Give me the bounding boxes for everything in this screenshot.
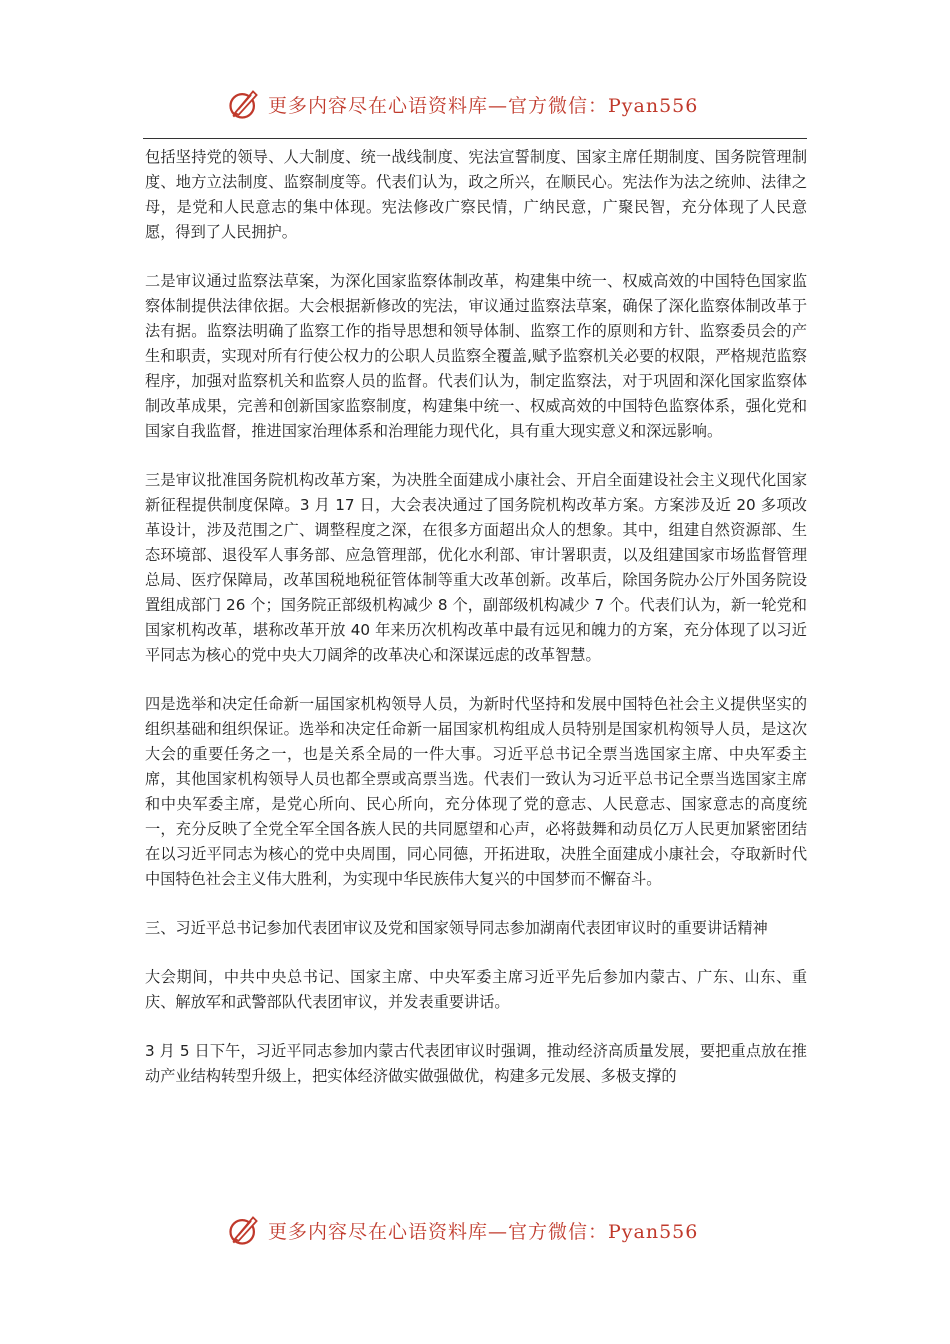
footer-banner-text: 更多内容尽在心语资料库—官方微信：Pyan556 (268, 1220, 699, 1243)
section-heading: 三、习近平总书记参加代表团审议及党和国家领导同志参加湖南代表团审议时的重要讲话精神 (145, 919, 768, 937)
paragraph: 二是审议通过监察法草案，为深化国家监察体制改革，构建集中统一、权威高效的中国特色国家监察体制提供法律依据。大会根据新修改的宪法，审议通过监察法草案，确保了深化监察体制改革于法有据。监察法明确了监察工作的指导思想和领导体制、监察工作的原则和方针、监察委员会的产生和职责，实现对所有行使公权力的公职人员监察全覆盖,赋予监察机关必要的权限，严格规范监察程序，加强对监察机关和监察人员的监督。代表们认为，制定监察法，对于巩固和深化国家监察体制改革成果，完善和创新国家监察制度，构建集中统一、权威高效的中国特色监察体系，强化党和国家自我监督，推进国家治理体系和治理能力现代化，具有重大现实意义和深远影响。 (145, 272, 807, 440)
quill-pen-icon (226, 1212, 262, 1248)
header-banner-text: 更多内容尽在心语资料库—官方微信：Pyan556 (268, 94, 699, 117)
header-divider (143, 138, 807, 139)
header-banner (0, 84, 950, 124)
paragraph: 大会期间，中共中央总书记、国家主席、中央军委主席习近平先后参加内蒙古、广东、山东、重庆、解放军和武警部队代表团审议，并发表重要讲话。 (145, 968, 807, 1011)
paragraph: 包括坚持党的领导、人大制度、统一战线制度、宪法宣誓制度、国家主席任期制度、国务院管理制度、地方立法制度、监察制度等。代表们认为，政之所兴，在顺民心。宪法作为法之统帅、法律之母，是党和人民意志的集中体现。宪法修改广察民情，广纳民意，广聚民智，充分体现了人民意愿，得到了人民拥护。 (145, 148, 807, 241)
paragraph: 四是选举和决定任命新一届国家机构领导人员，为新时代坚持和发展中国特色社会主义提供坚实的组织基础和组织保证。选举和决定任命新一届国家机构组成人员特别是国家机构领导人员，是这次大会的重要任务之一，也是关系全局的一件大事。习近平总书记全票当选国家主席、中央军委主席，其他国家机构领导人员也都全票或高票当选。代表们一致认为习近平总书记全票当选国家主席和中央军委主席，是党心所向、民心所向，充分体现了党的意志、人民意志、国家意志的高度统一，充分反映了全党全军全国各族人民的共同愿望和心声，必将鼓舞和动员亿万人民更加紧密团结在以习近平同志为核心的党中央周围，同心同德，开拓进取，决胜全面建成小康社会，夺取新时代中国特色社会主义伟大胜利，为实现中华民族伟大复兴的中国梦而不懈奋斗。 (145, 695, 807, 888)
footer-banner (0, 1210, 950, 1250)
paragraph: 3 月 5 日下午，习近平同志参加内蒙古代表团审议时强调，推动经济高质量发展，要把重点放在推动产业结构转型升级上，把实体经济做实做强做优，构建多元发展、多极支撑的 (145, 1042, 807, 1085)
quill-pen-icon (226, 86, 262, 122)
document-body (145, 145, 807, 1113)
paragraph: 三是审议批准国务院机构改革方案，为决胜全面建成小康社会、开启全面建设社会主义现代化国家新征程提供制度保障。3 月 17 日，大会表决通过了国务院机构改革方案。方案涉及近 20 多项改革设计，涉及范围之广、调整程度之深，在很多方面超出众人的想象。其中，组建自然资源部、生态环境部、退役军人事务部、应急管理部，优化水利部、审计署职责，以及组建国家市场监督管理总局、医疗保障局，改革国税地税征管体制等重大改革创新。改革后，除国务院办公厅外国务院设置组成部门 26 个；国务院正部级机构减少 8 个，副部级机构减少 7 个。代表们认为，新一轮党和国家机构改革，堪称改革开放 40 年来历次机构改革中最有远见和魄力的方案，充分体现了以习近平同志为核心的党中央大刀阔斧的改革决心和深谋远虑的改革智慧。 (145, 471, 807, 664)
